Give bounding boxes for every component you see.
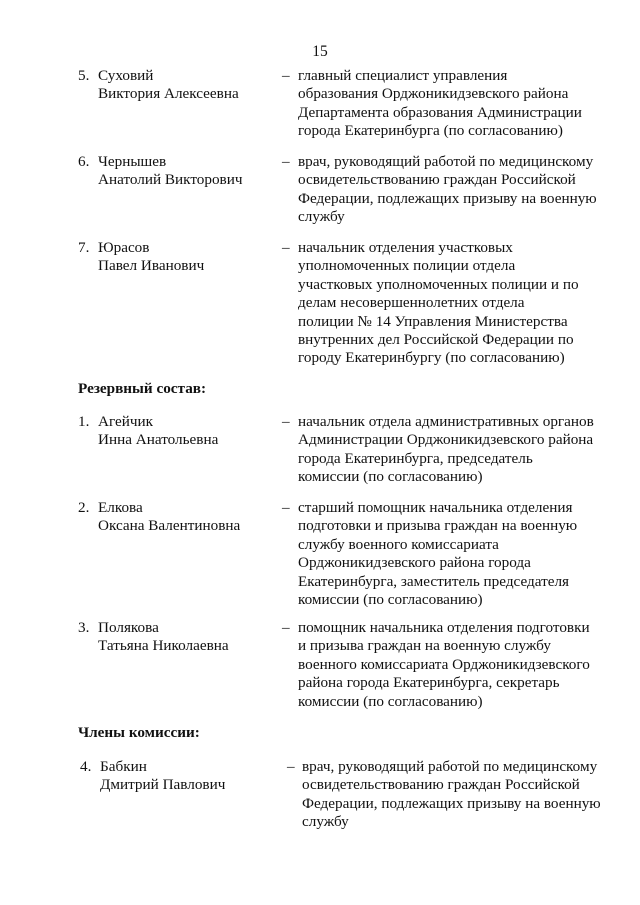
dash: – <box>287 758 295 775</box>
description-line: района города Екатеринбурга, секретарь <box>298 674 560 692</box>
description-line: городу Екатеринбургу (по согласованию) <box>298 349 565 367</box>
person-name <box>98 239 204 276</box>
surname: Полякова <box>98 619 159 636</box>
person-name <box>98 619 229 656</box>
description-line: Екатеринбурга, заместитель председателя <box>298 572 570 590</box>
person-name <box>98 499 240 536</box>
description-line: главный специалист управления <box>298 67 508 84</box>
position-description <box>298 619 618 711</box>
description-line: города Екатеринбурга, председатель <box>298 449 533 467</box>
description-line: и призыва граждан на военную службу <box>298 637 551 655</box>
description-line: помощник начальника отделения подготовки <box>298 619 590 636</box>
page-number: 15 <box>312 43 328 60</box>
description-line: службу <box>302 813 349 831</box>
surname: Юрасов <box>98 239 150 256</box>
given-name: Инна Анатольевна <box>98 431 219 449</box>
dash: – <box>282 413 290 430</box>
surname: Елкова <box>98 499 143 516</box>
given-name: Татьяна Николаевна <box>98 637 229 655</box>
description-line: комиссии (по согласованию) <box>298 468 483 486</box>
description-line: комиссии (по согласованию) <box>298 591 483 609</box>
dash: – <box>282 499 290 516</box>
dash: – <box>282 619 290 636</box>
position-description <box>298 499 618 609</box>
item-number: 5. <box>78 67 90 84</box>
description-line: полиции № 14 Управления Министерства <box>298 312 568 330</box>
description-line: города Екатеринбурга (по согласованию) <box>298 122 563 140</box>
description-line: освидетельствованию граждан Российской <box>298 171 576 189</box>
description-line: начальник отделения участковых <box>298 239 513 256</box>
item-number: 4. <box>80 758 92 775</box>
description-line: Федерации, подлежащих призыву на военную <box>302 794 601 812</box>
description-line: военного комиссариата Орджоникидзевского <box>298 655 590 673</box>
description-line: службу военного комиссариата <box>298 535 499 553</box>
description-line: Администрации Орджоникидзевского района <box>298 431 594 449</box>
description-line: врач, руководящий работой по медицинскому <box>302 758 598 775</box>
position-description <box>298 413 618 487</box>
surname: Суховий <box>98 67 154 84</box>
person-name <box>100 758 225 795</box>
description-line: освидетельствованию граждан Российской <box>302 776 580 794</box>
section-heading-reserve: Резервный состав: <box>78 380 207 397</box>
item-number: 1. <box>78 413 90 430</box>
position-description <box>298 153 618 227</box>
dash: – <box>282 153 290 170</box>
description-line: старший помощник начальника отделения <box>298 499 573 516</box>
position-description <box>302 758 622 832</box>
description-line: подготовки и призыва граждан на военную <box>298 517 578 535</box>
description-line: Департамента образования Администрации <box>298 103 582 121</box>
surname: Агейчик <box>98 413 154 430</box>
description-line: врач, руководящий работой по медицинскому <box>298 153 594 170</box>
dash: – <box>282 67 290 84</box>
description-line: образования Орджоникидзевского района <box>298 85 569 103</box>
position-description <box>298 67 618 141</box>
description-line: службу <box>298 208 345 226</box>
position-description <box>298 239 618 368</box>
surname: Чернышев <box>98 153 167 170</box>
given-name: Анатолий Викторович <box>98 171 243 189</box>
description-line: Федерации, подлежащих призыву на военную <box>298 189 597 207</box>
item-number: 3. <box>78 619 90 636</box>
description-line: комиссии (по согласованию) <box>298 692 483 710</box>
given-name: Павел Иванович <box>98 257 205 275</box>
given-name: Дмитрий Павлович <box>100 776 226 794</box>
given-name: Оксана Валентиновна <box>98 517 241 535</box>
description-line: делам несовершеннолетних отдела <box>298 294 525 312</box>
given-name: Виктория Алексеевна <box>98 85 239 103</box>
description-line: уполномоченных полиции отдела <box>298 257 516 275</box>
person-name <box>98 153 243 190</box>
dash: – <box>282 239 290 256</box>
description-line: начальник отдела административных органов <box>298 413 594 430</box>
item-number: 7. <box>78 239 90 256</box>
item-number: 2. <box>78 499 90 516</box>
person-name <box>98 413 218 450</box>
item-number: 6. <box>78 153 90 170</box>
description-line: Орджоникидзевского района города <box>298 554 531 572</box>
surname: Бабкин <box>100 758 147 775</box>
description-line: внутренних дел Российской Федерации по <box>298 331 574 349</box>
section-heading-members: Члены комиссии: <box>78 724 200 741</box>
person-name <box>98 67 239 104</box>
description-line: участковых уполномоченных полиции и по <box>298 275 579 293</box>
